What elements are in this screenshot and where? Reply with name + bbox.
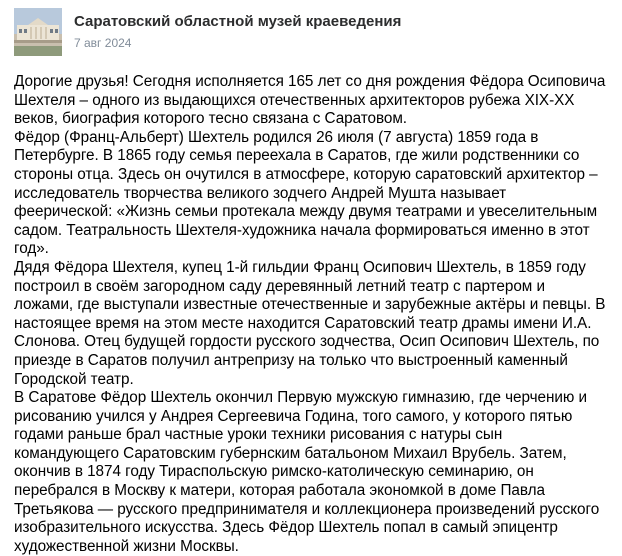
post-paragraph: Дядя Фёдора Шехтеля, купец 1-й гильдии Франц Осипович Шехтель, в 1859 году построил в своём загородном саду деревянный летний театр с партером и ложами, где выступали известные отечественные и зарубежные актёры и певцы. В настоящее время на этом месте находится Саратовский театр драмы имени И.А. Слонова. Отец будущей гордости русского зодчества, Осип Осипович Шехтель, по приезде в Саратов получил антрепризу на только что выстроенный каменный Городской театр. [14,258,606,388]
post-header [14,0,608,68]
post-paragraph: Дорогие друзья! Сегодня исполняется 165 лет со дня рождения Фёдора Осиповича Шехтеля – одного из выдающихся отечественных архитекторов рубежа XIX-XX веков, биография которого тесно связана с Саратовом. [14,73,606,128]
group-name-link[interactable]: Саратовский областной музей краеведения [74,13,402,30]
post-paragraph: Фёдор (Франц-Альберт) Шехтель родился 26 июля (7 августа) 1859 года в Петербурге. В 1865 году семья переехала в Саратов, где жили родственники со стороны отца. Здесь он очутился в атмосфере, которую саратовский архитектор – исследователь творчества великого зодчего Андрей Мушта называет феерической: «Жизнь семьи протекала между двумя театрами и увеселительным садом. Театральность Шехтеля-художника начала формироваться именно в этот год». [14,128,598,258]
post-paragraph: В Саратове Фёдор Шехтель окончил Первую мужскую гимназию, где черчению и рисованию учился у Андрея Сергеевича Година, того самого, у которого пятью годами раньше брал частные уроки техники рисования с натуры сын командующего Саратовским губернским батальоном Михаил Врубель. Затем, окончив в 1874 году Тираспольскую римско-католическую семинарию, он перебрался в Москву к матери, которая работала экономкой в доме Павла Третьякова — русского предпринимателя и коллекционера произведений русского изобразительного искусства. Здесь Фёдор Шехтель попал в самый эпицентр художественной жизни Москвы. [14,389,600,555]
post-text [14,73,608,556]
post-header-text [74,8,401,50]
avatar[interactable] [14,8,62,56]
museum-building-icon [14,8,62,56]
post-date[interactable]: 7 авг 2024 [74,36,132,50]
